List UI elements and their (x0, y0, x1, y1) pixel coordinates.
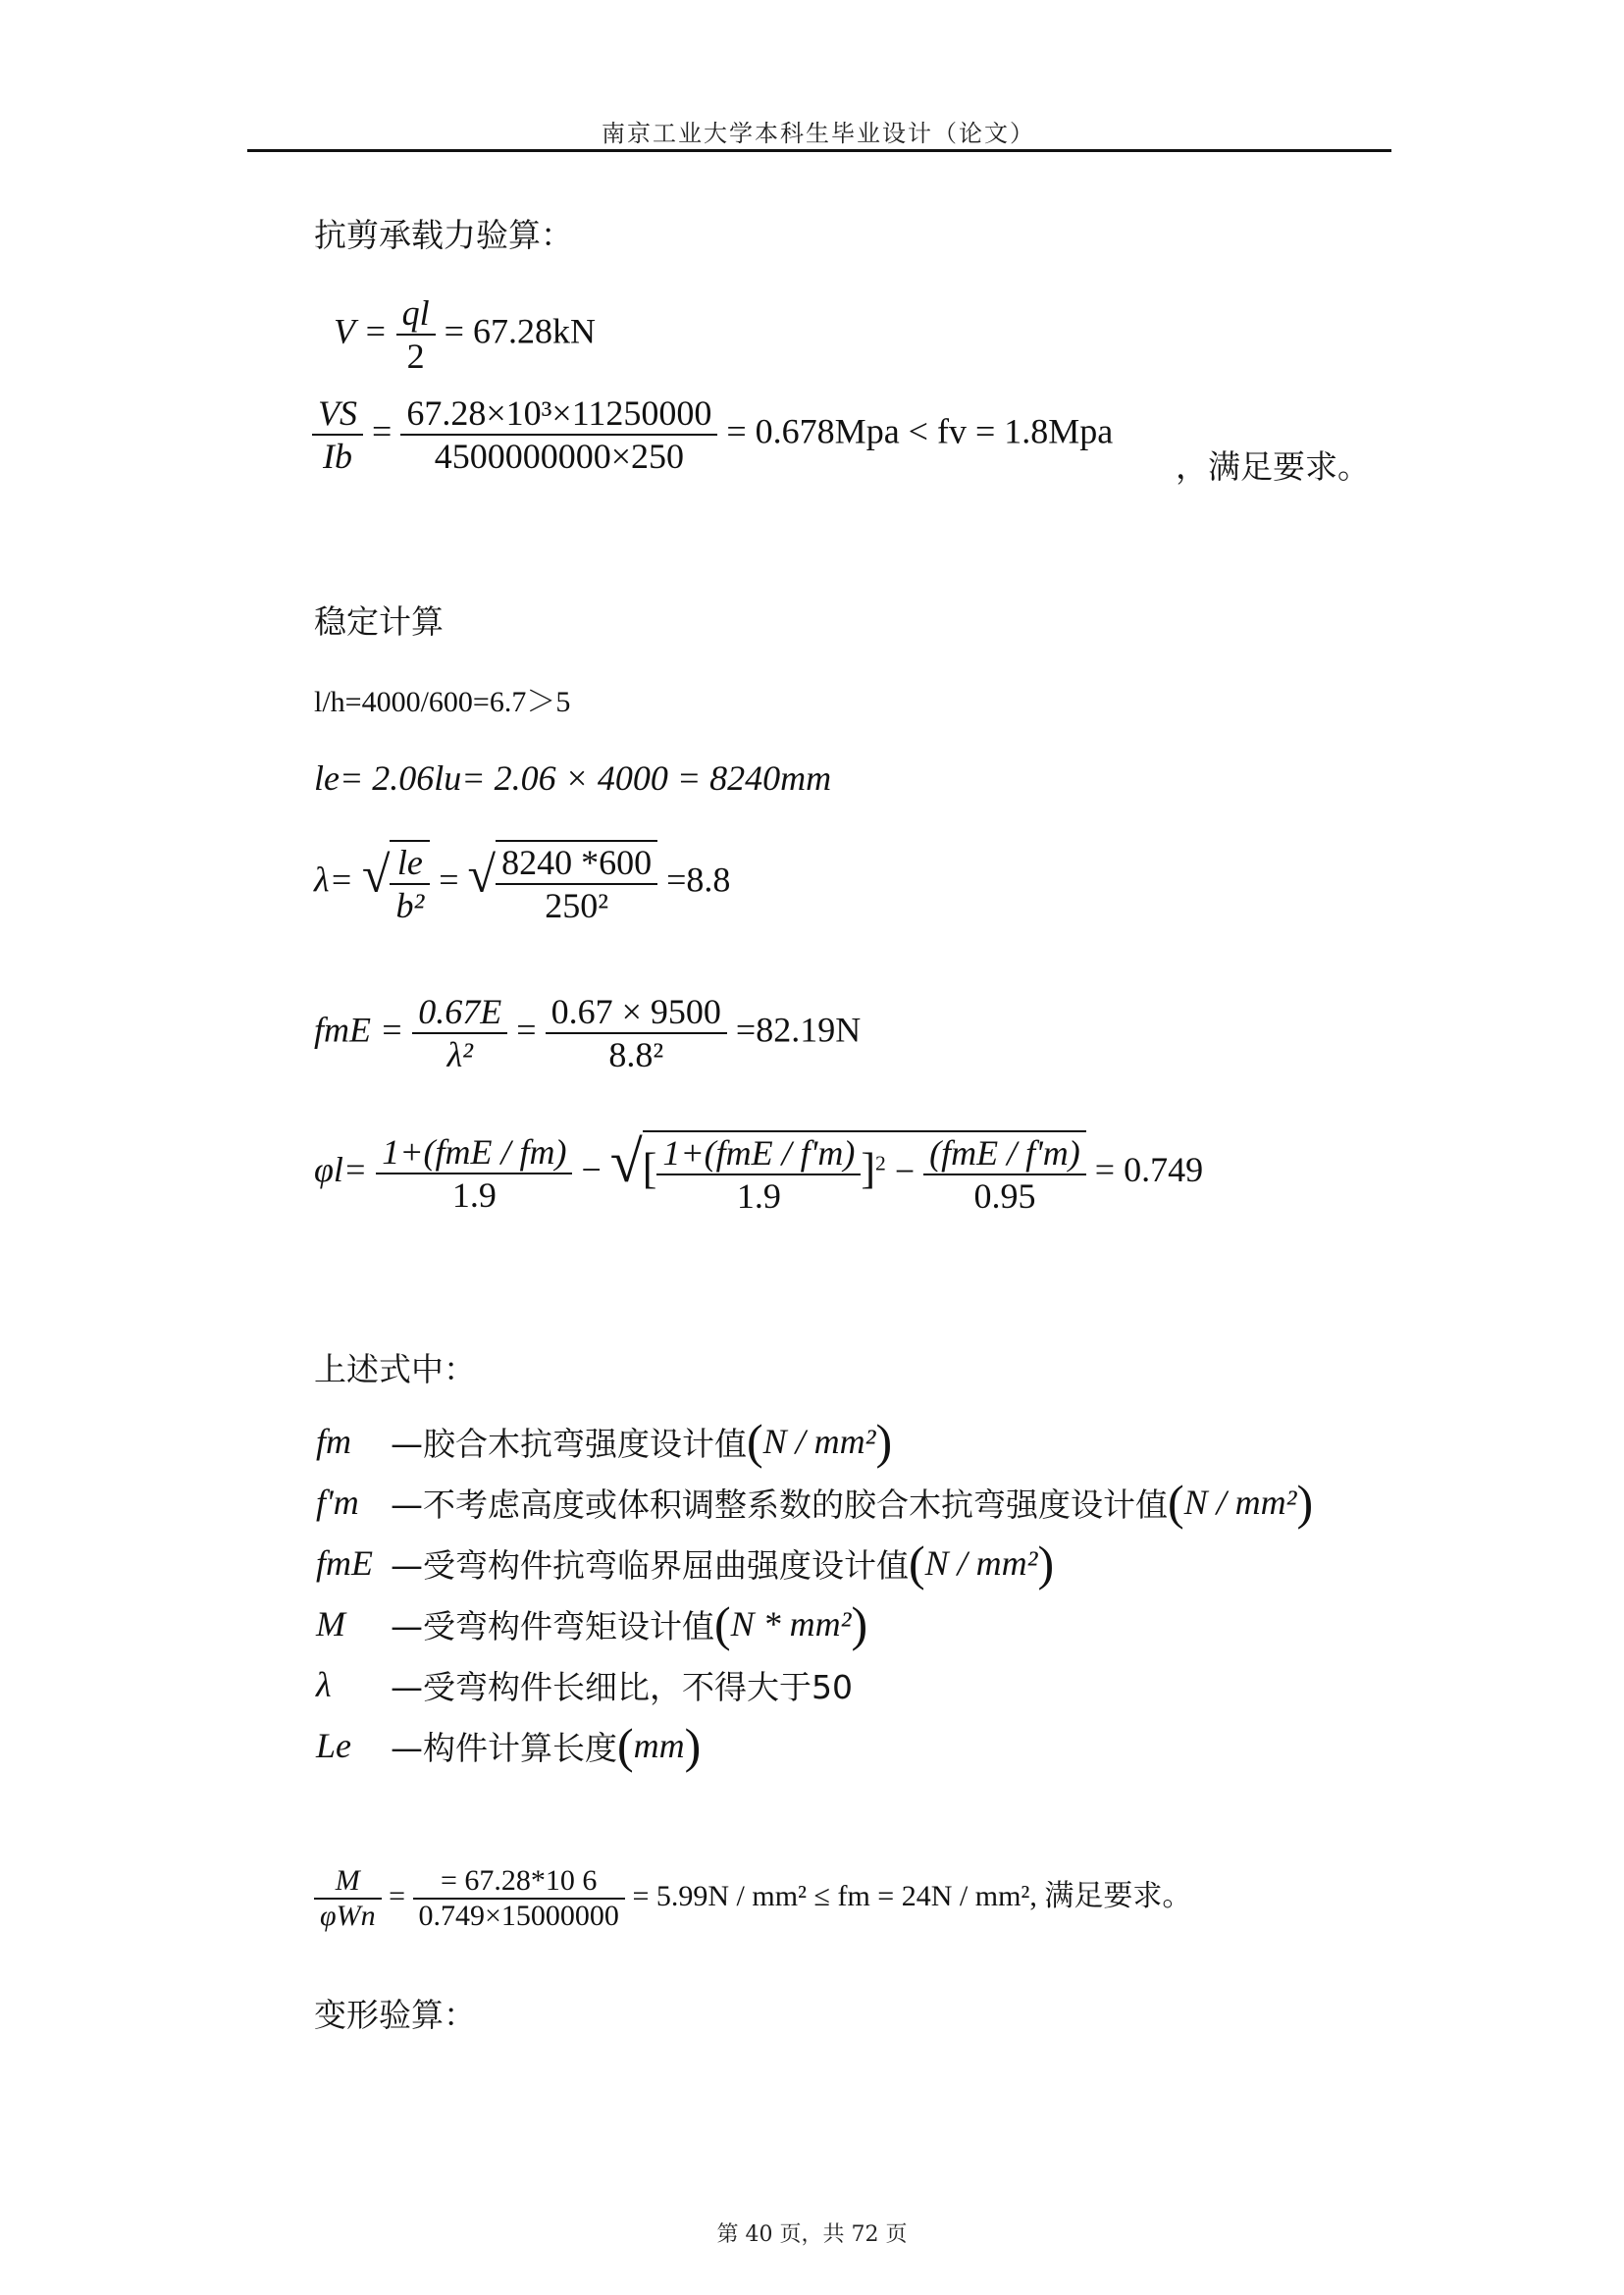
phi-t3-num: (fmE / f'm) (929, 1132, 1080, 1173)
lambda-lhs: λ= (314, 860, 353, 900)
fme-num2: 0.67 × 9500 (550, 992, 721, 1031)
definition-row: Le —构件计算长度 ( mm ) (316, 1718, 702, 1773)
fme-den2: 8.8² (608, 1035, 664, 1074)
phi-t3-den: 0.95 (973, 1175, 1036, 1216)
sqrt-icon: √ (467, 847, 497, 904)
def-symbol: fm (316, 1422, 351, 1461)
def-text: —胶合木抗弯强度设计值 (391, 1424, 747, 1463)
page-footer: 第 40 页，共 72 页 (716, 2222, 908, 2247)
header-rule (247, 149, 1391, 152)
definition-list (316, 1411, 1395, 1776)
def-unit: N * mm² (730, 1604, 852, 1643)
phi-sqrt-body: [ $\frac{\text{1+(fmE / f'm)}}{1.9}$ ]$^2$ − $\frac{\text{(fmE / f'm)}}{0.95}$ (643, 1130, 1086, 1217)
def-text: —受弯构件长细比，不得大于50 (391, 1667, 853, 1706)
equation-moment-check: $\frac{M}{\text{φWn}}$ = $\frac{= 67.28*10 6}{0.749\times 15000000}$ = 5.99N / mm² ≤ fm = 24N / mm², 满足要求。 (314, 1864, 1191, 1933)
phi-t1-num: 1+(fmE / fm) (382, 1131, 567, 1172)
def-text: —构件计算长度 (391, 1728, 617, 1767)
equation-shear-force (334, 292, 596, 377)
lambda-result: =8.8 (666, 860, 731, 900)
def-unit: mm (633, 1726, 685, 1765)
fme-frac2 (546, 991, 727, 1075)
tau-lhs-fraction (312, 392, 363, 477)
page-header: 南京工业大学本科生毕业设计（论文） (602, 120, 1035, 147)
definition-row (316, 1654, 1395, 1715)
def-unit: N / mm² (1183, 1483, 1297, 1522)
moment-rhs-num: = 67.28*10 6 (441, 1864, 598, 1897)
tau-result: = 0.678Mpa < fv = 1.8Mpa (726, 411, 1114, 451)
v-den: 2 (406, 337, 425, 376)
section-stability-title: 稳定计算 (314, 602, 444, 641)
moment-rhs-fraction (413, 1864, 625, 1933)
phi-t2-den: 1.9 (736, 1175, 781, 1216)
tau-num: VS (318, 393, 357, 433)
sqrt-icon: √ (609, 1129, 643, 1194)
def-symbol: fmE (316, 1543, 373, 1583)
lambda-f2-den: 250² (545, 886, 608, 925)
equation-shear-stress: $\frac{VS}{Ib}$ = $\frac{\text{67.28×10³×11250000}}{4500000000\times 250}$ = 0.678Mpa < fv = 1.8Mpa (312, 392, 1113, 477)
fme-lhs: fmE = (314, 1010, 404, 1050)
phi-term2 (656, 1132, 861, 1217)
definition-row: M —受弯构件弯矩设计值 ( N * mm² ) (316, 1596, 868, 1651)
shear-conclusion: ，满足要求。 (1176, 447, 1370, 486)
definition-row: fm —胶合木抗弯强度设计值 ( N / mm² ) (316, 1414, 893, 1469)
moment-lhs-den: φWn (320, 1900, 376, 1932)
v-num: ql (401, 293, 430, 333)
lambda-frac2 (496, 840, 657, 926)
v-result: = 67.28kN (444, 311, 596, 351)
equation-stability-coefficient: φl= $\frac{\text{1+(fmE / fm)}}{1.9}$ − √[ $\frac{\text{1+(fmE / f'm)}}{1.9}$ ]$^2$ − $\frac{\text{(fmE / f'm)}}{0.95}$ = 0.749 (314, 1129, 1204, 1216)
fme-num: 0.67E (418, 992, 502, 1031)
phi-result: = 0.749 (1094, 1150, 1204, 1189)
lambda-frac1 (390, 840, 430, 926)
section-shear-title: 抗剪承载力验算： (314, 216, 573, 254)
tau-expr-den: 4500000000×250 (434, 437, 684, 476)
section-deformation-title: 变形验算： (314, 1996, 476, 2034)
fme-result: =82.19N (735, 1010, 862, 1050)
fme-den: λ² (446, 1035, 473, 1074)
def-text: —不考虑高度或体积调整系数的胶合木抗弯强度设计值 (391, 1485, 1168, 1524)
sqrt-icon: √ (361, 847, 391, 904)
def-unit: N / mm² (924, 1543, 1038, 1583)
moment-rhs-den: 0.749×15000000 (418, 1900, 619, 1932)
tau-den: Ib (323, 437, 352, 476)
phi-t2-num: 1+(fmE / f'm) (662, 1132, 856, 1173)
definition-row: f'm —不考虑高度或体积调整系数的胶合木抗弯强度设计值 ( N / mm² ) (316, 1475, 1314, 1530)
equation-effective-length: le= 2.06lu= 2.06 × 4000 = 8240mm (314, 758, 832, 798)
v-lhs: V = (334, 311, 388, 351)
phi-t1-den: 1.9 (451, 1174, 497, 1215)
definition-row: fmE —受弯构件抗弯临界屈曲强度设计值 ( N / mm² ) (316, 1536, 1055, 1591)
lambda-f2-num: 8240 *600 (501, 843, 653, 882)
fme-frac1 (412, 991, 507, 1075)
phi-term1 (376, 1131, 572, 1216)
moment-lhs-fraction (314, 1864, 382, 1933)
def-text: —受弯构件弯矩设计值 (391, 1606, 714, 1645)
lambda-f1-den: b² (395, 886, 425, 925)
v-fraction (396, 292, 436, 377)
def-symbol: Le (316, 1726, 351, 1765)
section-in-formula: 上述式中： (314, 1350, 476, 1388)
def-symbol: λ (316, 1665, 332, 1704)
phi-lhs: φl= (314, 1150, 368, 1189)
def-symbol: f'm (316, 1483, 359, 1522)
phi-term3 (923, 1132, 1086, 1217)
lambda-f1-num: le (396, 843, 423, 882)
tau-rhs-fraction (400, 392, 717, 477)
def-text: —受弯构件抗弯临界屈曲强度设计值 (391, 1545, 909, 1585)
def-symbol: M (316, 1604, 345, 1643)
moment-lhs-num: M (335, 1864, 360, 1897)
def-unit: N / mm² (762, 1422, 876, 1461)
moment-result: = 5.99N / mm² ≤ fm = 24N / mm², 满足要求。 (632, 1879, 1192, 1912)
tau-expr-num: 67.28×10³×11250000 (406, 393, 712, 433)
equation-slenderness: λ= √ $\frac{le}{\text{b²}}$ = √ $\frac{8240 *600}{\text{250²}}$ =8.8 (314, 840, 730, 926)
span-depth-ratio: l/h=4000/600=6.7＞5 (314, 686, 571, 718)
equation-critical-strength: fmE = $\frac{0.67E}{\text{λ²}}$ = $\frac{0.67 \times 9500}{\text{8.8²}}$ =82.19N (314, 992, 862, 1074)
